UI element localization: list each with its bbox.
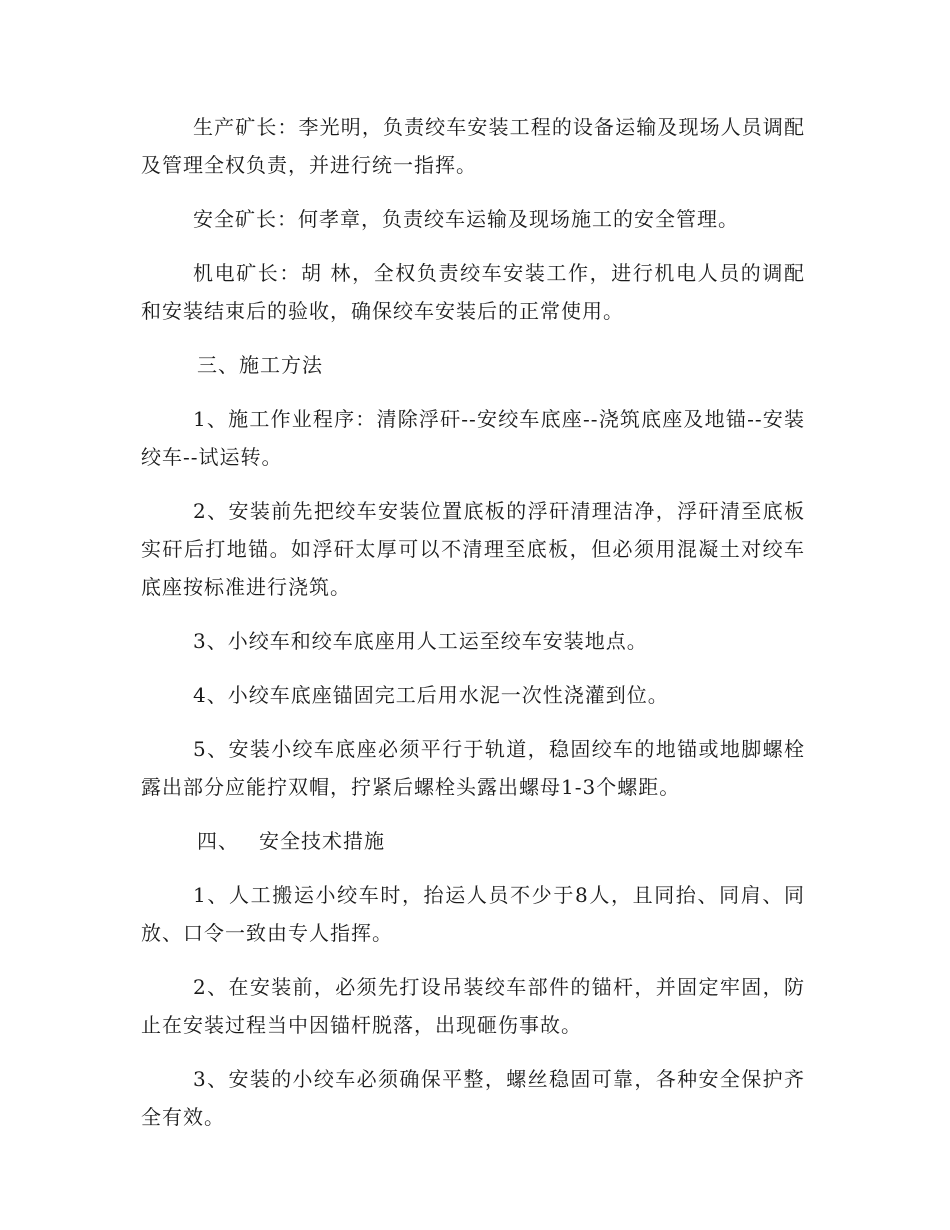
paragraph-mechanical-manager: 机电矿长：胡 林，全权负责绞车安装工作，进行机电人员的调配和安装结束后的验收，确保绞车安装后的正常使用。	[141, 261, 805, 323]
construction-step-3: 3、小绞车和绞车底座用人工运至绞车安装地点。	[193, 629, 648, 653]
construction-step-4: 4、小绞车底座锚固完工后用水泥一次性浇灌到位。	[193, 683, 669, 707]
section-number: 四、	[197, 829, 239, 853]
safety-measure-1: 1、人工搬运小绞车时，抬运人员不少于8人，且同抬、同肩、同放、口令一致由专人指挥。	[141, 883, 805, 945]
paragraph-production-manager: 生产矿长：李光明，负责绞车安装工程的设备运输及现场人员调配及管理全权负责，并进行统一指挥。	[141, 115, 805, 177]
safety-measure-2: 2、在安装前，必须先打设吊装绞车部件的锚杆，并固定牢固，防止在安装过程当中因锚杆脱落，出现砸伤事故。	[141, 975, 805, 1037]
paragraph-safety-manager: 安全矿长：何孝章，负责绞车运输及现场施工的安全管理。	[193, 207, 739, 231]
document-page	[141, 108, 805, 1152]
section-heading-construction-method: 三、施工方法	[197, 353, 323, 377]
section-title: 安全技术措施	[259, 829, 385, 853]
construction-step-5: 5、安装小绞车底座必须平行于轨道，稳固绞车的地锚或地脚螺栓露出部分应能拧双帽，拧紧后螺栓头露出螺母1-3个螺距。	[141, 737, 805, 799]
safety-measure-3: 3、安装的小绞车必须确保平整，螺丝稳固可靠，各种安全保护齐全有效。	[141, 1067, 805, 1129]
construction-step-1: 1、施工作业程序：清除浮矸--安绞车底座--浇筑底座及地锚--安装绞车--试运转。	[141, 407, 805, 469]
section-heading-safety-measures	[141, 822, 805, 860]
construction-step-2: 2、安装前先把绞车安装位置底板的浮矸清理洁净，浮矸清至底板实矸后打地锚。如浮矸太厚可以不清理至底板，但必须用混凝土对绞车底座按标准进行浇筑。	[141, 499, 805, 599]
